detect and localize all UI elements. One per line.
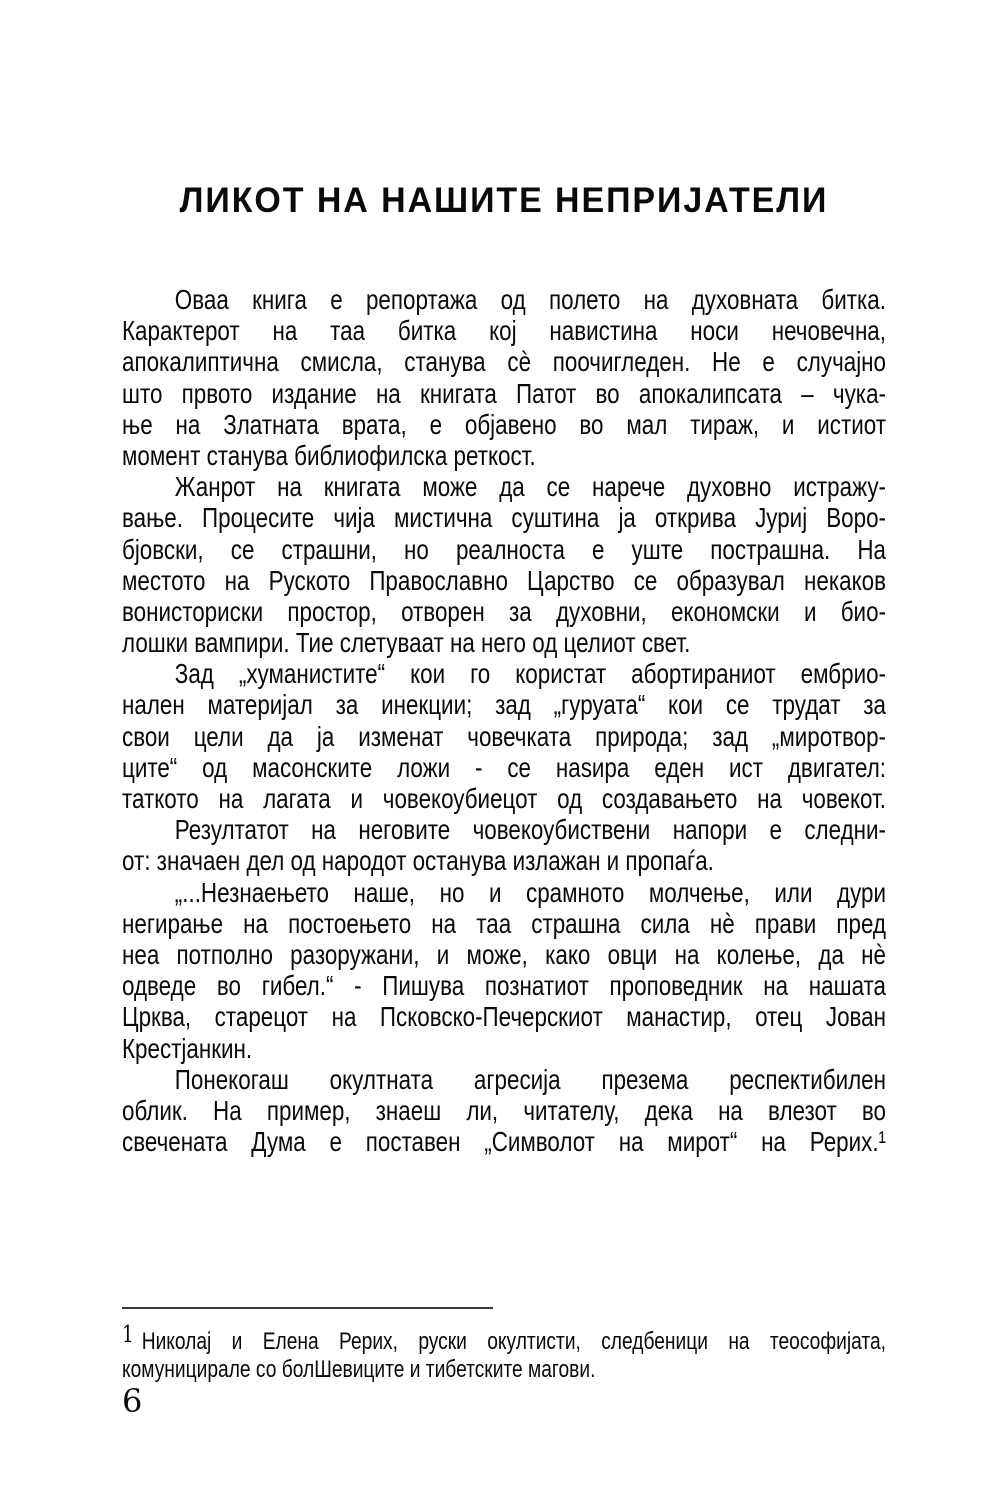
text-line: вање. Процесите чија мистична суштина ја открива Јуриј Воро- [122, 502, 886, 534]
text-line: „...Незнаењето наше, но и срамното молчење, или дури [174, 876, 887, 908]
footnote-text [122, 1322, 886, 1384]
text-line: момент станува библиофилска реткост. [122, 439, 536, 471]
text-line: от: значаен дел од народот останува излажан и пропаѓа. [122, 845, 714, 877]
paragraph [122, 658, 886, 814]
text-line: негирање на постоењето на таа страшна сила нѐ прави пред [122, 907, 886, 939]
footnote-line: комуницирале со болШевиците и тибетските магови. [122, 1356, 596, 1383]
text-line: Карактерот на таа битка кој навистина носи нечовечна, [122, 315, 886, 347]
text-line: ците“ од масонските ложи - се наѕира еден ист двигател: [122, 751, 886, 783]
footnote-divider [122, 1307, 493, 1309]
page-number: 6 [122, 1382, 143, 1420]
text-line: лошки вампири. Тие слетуваат на него од целиот свет. [122, 627, 691, 659]
paragraph [122, 471, 886, 658]
footnote-line: 1 Николај и Елена Рерих, руски окултисти, следбеници на теософијата, [122, 1322, 886, 1355]
text-line: Зад „хуманистите“ кои го користат абортираниот ембрио- [174, 658, 887, 690]
text-line: свечената Дума е поставен „Символот на мирот“ на Рерих.¹ [122, 1126, 886, 1158]
paragraph [122, 1064, 886, 1158]
text-line: што првото издание на книгата Патот во апокалипсата – чука- [122, 377, 886, 409]
text-line: нален материјал за инекции; зад „гуруата“ кои се трудат за [122, 689, 886, 721]
text-line: свои цели да ја изменат човечката природа; зад „миротвор- [122, 720, 886, 752]
footnote-marker: 1 [122, 1322, 134, 1348]
paragraph [122, 284, 886, 471]
text-line: Жанрот на книгата може да се нарече духовно истражу- [174, 471, 887, 503]
text-line: облик. На пример, знаеш ли, читателу, дека на влезот во [122, 1094, 886, 1126]
text-line: ње на Златната врата, е објавено во мал тираж, и истиот [122, 408, 886, 440]
text-line: Понекогаш окултната агресија презема респектибилен [174, 1063, 887, 1095]
paragraph [122, 877, 886, 1064]
text-line: вонисториски простор, отворен за духовни, економски и био- [122, 595, 886, 627]
text-line: одведе во гибел.“ - Пишува познатиот проповедник на нашата [122, 970, 886, 1002]
text-line: таткото на лагата и човекоубиецот од создавањето на човекот. [122, 783, 886, 814]
text-line: Оваа книга е репортажа од полето на духовната битка. [174, 284, 887, 315]
text-line: неа потполно разоружани, и може, како овци на колење, да нѐ [122, 938, 886, 970]
body-text [122, 284, 886, 1157]
text-line: Резултатот на неговите човекоубиствени напори е следни- [174, 814, 887, 846]
text-line: бјовски, се страшни, но реалноста е уште пострашна. На [122, 533, 886, 565]
text-line: апокалиптична смисла, станува сѐ поочигледен. Не е случајно [122, 346, 886, 378]
paragraph [122, 814, 886, 876]
chapter-title: ЛИКОТ НА НАШИТЕ НЕПРИЈАТЕЛИ [179, 181, 829, 221]
text-line: Крестјанкин. [122, 1032, 253, 1064]
text-line: Црква, старецот на Псковско-Печерскиот манастир, отец Јован [122, 1001, 886, 1033]
text-line: местото на Руското Православно Царство се образувал некаков [122, 564, 886, 596]
